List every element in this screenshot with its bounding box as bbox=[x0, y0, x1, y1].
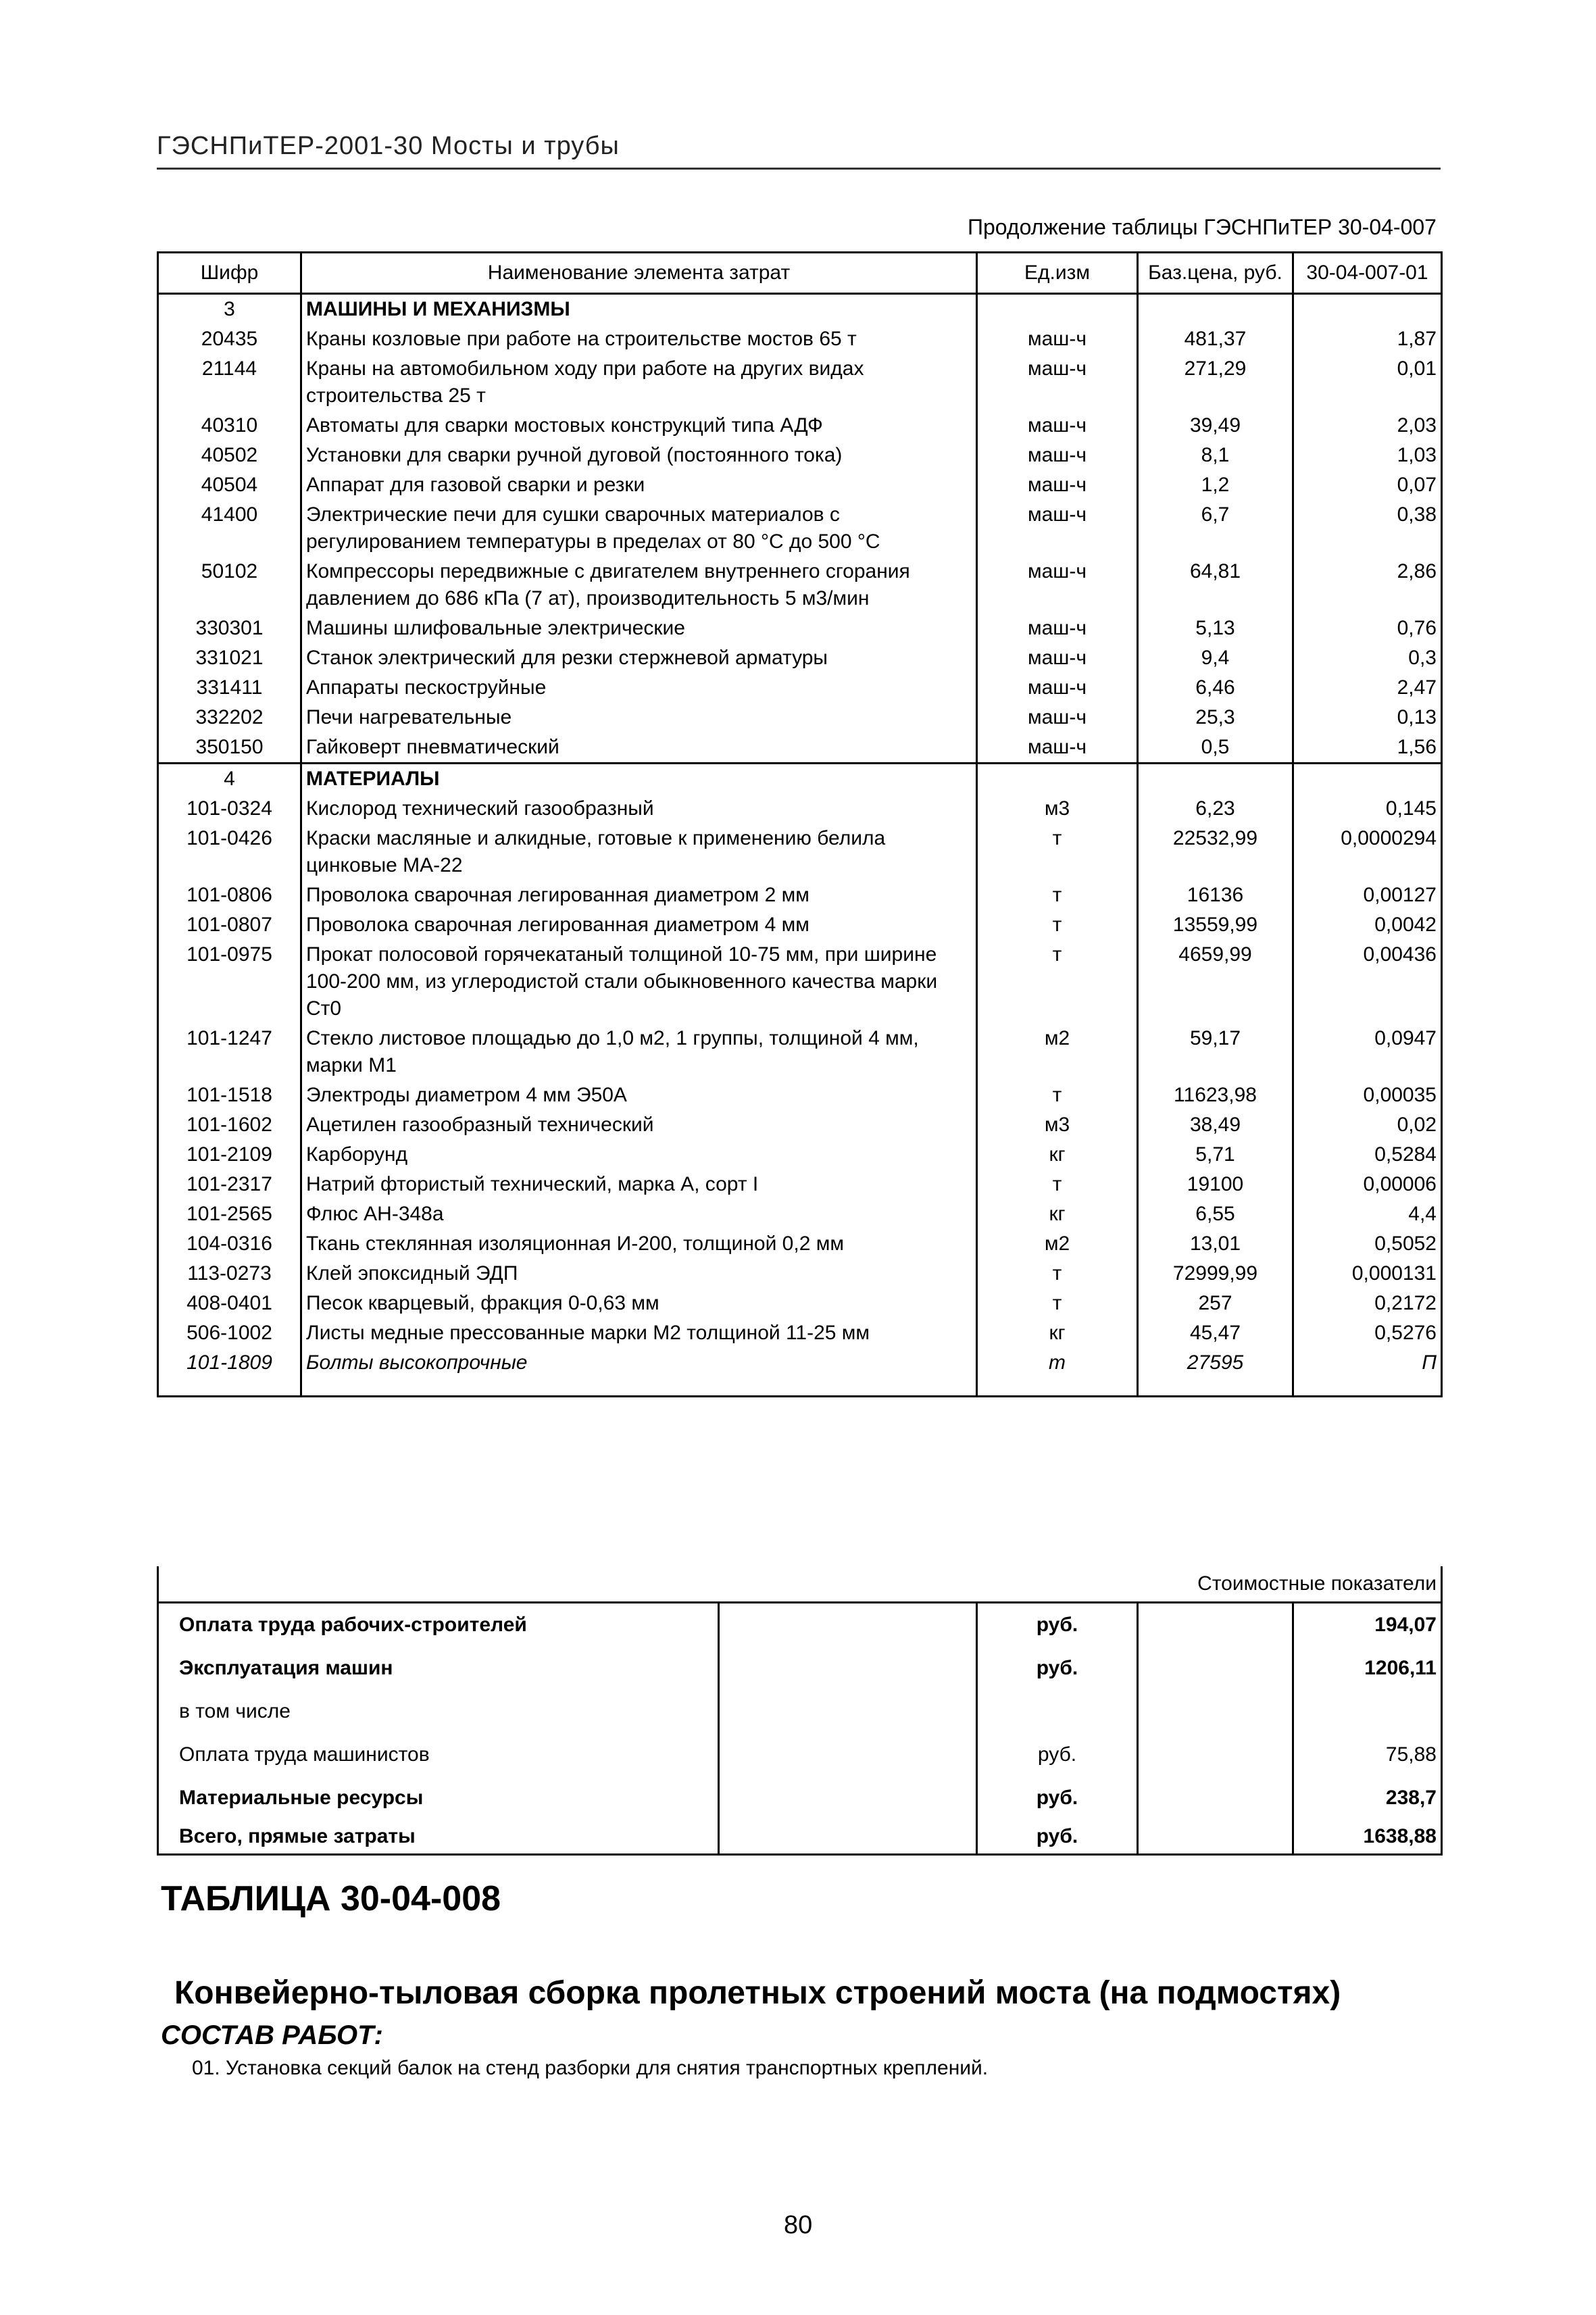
summary-label: Эксплуатация машин bbox=[158, 1647, 719, 1690]
resource-table bbox=[157, 251, 1443, 1397]
cell-name: Аппараты пескоструйные bbox=[301, 673, 977, 703]
cost-summary-table bbox=[157, 1566, 1443, 1856]
column-header-value: 30-04-007-01 bbox=[1293, 253, 1442, 294]
table-row bbox=[158, 1140, 1442, 1170]
cell-name: Ацетилен газообразный технический bbox=[301, 1110, 977, 1140]
cell-price: 271,29 bbox=[1138, 354, 1293, 411]
cell-value bbox=[1293, 764, 1442, 795]
cell-unit: т bbox=[977, 1289, 1138, 1318]
cell-value: 0,07 bbox=[1293, 470, 1442, 500]
cell-unit: кг bbox=[977, 1318, 1138, 1348]
cell-price: 27595 bbox=[1138, 1348, 1293, 1397]
cell-code: 506-1002 bbox=[158, 1318, 301, 1348]
cell-value: 0,3 bbox=[1293, 643, 1442, 673]
cell-value: 0,00035 bbox=[1293, 1080, 1442, 1110]
cell-price bbox=[1138, 764, 1293, 795]
cell-price: 6,55 bbox=[1138, 1199, 1293, 1229]
cell-value: 0,000131 bbox=[1293, 1259, 1442, 1289]
table-row bbox=[158, 910, 1442, 940]
summary-unit: руб. bbox=[977, 1603, 1138, 1647]
summary-spacer bbox=[719, 1820, 977, 1855]
cost-caption: Стоимостные показатели bbox=[158, 1566, 1442, 1603]
cell-unit: маш-ч bbox=[977, 324, 1138, 354]
cell-unit: маш-ч bbox=[977, 614, 1138, 643]
cell-value: 4,4 bbox=[1293, 1199, 1442, 1229]
table-row bbox=[158, 557, 1442, 614]
cell-code: 101-2317 bbox=[158, 1170, 301, 1199]
table-row bbox=[158, 500, 1442, 557]
cell-price: 25,3 bbox=[1138, 703, 1293, 732]
cell-price: 38,49 bbox=[1138, 1110, 1293, 1140]
cell-unit: маш-ч bbox=[977, 354, 1138, 411]
summary-unit: руб. bbox=[977, 1820, 1138, 1855]
cell-unit: маш-ч bbox=[977, 441, 1138, 470]
page-header: ГЭСНПиТЕР-2001-30 Мосты и трубы bbox=[157, 132, 620, 160]
cell-value: 1,03 bbox=[1293, 441, 1442, 470]
cell-code: 330301 bbox=[158, 614, 301, 643]
cell-name: Краны на автомобильном ходу при работе на других видах строительства 25 т bbox=[301, 354, 977, 411]
cell-code: 331411 bbox=[158, 673, 301, 703]
cell-price: 1,2 bbox=[1138, 470, 1293, 500]
cell-unit: маш-ч bbox=[977, 643, 1138, 673]
cell-value: 0,00127 bbox=[1293, 880, 1442, 910]
cell-unit: т bbox=[977, 910, 1138, 940]
cell-value: 0,5284 bbox=[1293, 1140, 1442, 1170]
cell-code: 101-1602 bbox=[158, 1110, 301, 1140]
continuation-caption: Продолжение таблицы ГЭСНПиТЕР 30-04-007 bbox=[968, 215, 1437, 239]
page-number: 80 bbox=[784, 2211, 813, 2239]
cell-unit: маш-ч bbox=[977, 703, 1138, 732]
table-body bbox=[158, 294, 1442, 1397]
cell-name: Проволока сварочная легированная диаметром 4 мм bbox=[301, 910, 977, 940]
table-row bbox=[158, 1024, 1442, 1080]
cell-value: 0,0000294 bbox=[1293, 824, 1442, 880]
table-row bbox=[158, 824, 1442, 880]
table-row bbox=[158, 1199, 1442, 1229]
summary-unit: руб. bbox=[977, 1776, 1138, 1820]
cell-name: Аппарат для газовой сварки и резки bbox=[301, 470, 977, 500]
table-row bbox=[158, 1289, 1442, 1318]
summary-spacer bbox=[719, 1776, 977, 1820]
column-header-code: Шифр bbox=[158, 253, 301, 294]
cell-code: 50102 bbox=[158, 557, 301, 614]
summary-body bbox=[158, 1566, 1442, 1855]
cell-name: Стекло листовое площадью до 1,0 м2, 1 группы, толщиной 4 мм, марки М1 bbox=[301, 1024, 977, 1080]
table-row bbox=[158, 441, 1442, 470]
cell-name: Автоматы для сварки мостовых конструкций типа АДФ bbox=[301, 411, 977, 441]
cell-price: 39,49 bbox=[1138, 411, 1293, 441]
cell-code: 4 bbox=[158, 764, 301, 795]
table-title: ТАБЛИЦА 30-04-008 bbox=[161, 1879, 501, 1918]
summary-label: Материальные ресурсы bbox=[158, 1776, 719, 1820]
cell-code: 101-0807 bbox=[158, 910, 301, 940]
table-row bbox=[158, 1348, 1442, 1397]
cell-code: 101-0426 bbox=[158, 824, 301, 880]
summary-spacer bbox=[719, 1690, 977, 1733]
cell-unit bbox=[977, 764, 1138, 795]
column-header-name: Наименование элемента затрат bbox=[301, 253, 977, 294]
summary-value: 194,07 bbox=[1293, 1603, 1442, 1647]
summary-row bbox=[158, 1820, 1442, 1855]
cell-value: 0,13 bbox=[1293, 703, 1442, 732]
cell-price: 6,46 bbox=[1138, 673, 1293, 703]
cell-price bbox=[1138, 294, 1293, 325]
table-row bbox=[158, 354, 1442, 411]
cell-code: 101-0975 bbox=[158, 940, 301, 1024]
summary-spacer bbox=[1138, 1733, 1293, 1776]
cell-value: 2,03 bbox=[1293, 411, 1442, 441]
cell-price: 0,5 bbox=[1138, 732, 1293, 764]
cell-name: Натрий фтористый технический, марка А, сорт I bbox=[301, 1170, 977, 1199]
cell-name: МАШИНЫ И МЕХАНИЗМЫ bbox=[301, 294, 977, 325]
cell-unit: т bbox=[977, 1080, 1138, 1110]
cell-value: 0,00436 bbox=[1293, 940, 1442, 1024]
summary-spacer bbox=[1138, 1690, 1293, 1733]
cell-value: 2,86 bbox=[1293, 557, 1442, 614]
cell-name: Компрессоры передвижные с двигателем внутреннего сгорания давлением до 686 кПа (7 ат), производительность 5 м3/мин bbox=[301, 557, 977, 614]
cell-price: 5,13 bbox=[1138, 614, 1293, 643]
cell-value: П bbox=[1293, 1348, 1442, 1397]
summary-value: 238,7 bbox=[1293, 1776, 1442, 1820]
summary-unit: руб. bbox=[977, 1733, 1138, 1776]
cell-unit: м2 bbox=[977, 1024, 1138, 1080]
work-item: 01. Установка секций балок на стенд разборки для снятия транспортных креплений. bbox=[192, 2057, 989, 2079]
cell-value: 1,87 bbox=[1293, 324, 1442, 354]
cell-name: Клей эпоксидный ЭДП bbox=[301, 1259, 977, 1289]
cell-code: 3 bbox=[158, 294, 301, 325]
table-row bbox=[158, 1080, 1442, 1110]
cell-name: Краски масляные и алкидные, готовые к применению белила цинковые МА-22 bbox=[301, 824, 977, 880]
cost-caption-row bbox=[158, 1566, 1442, 1603]
table-row bbox=[158, 1110, 1442, 1140]
summary-spacer bbox=[719, 1733, 977, 1776]
cell-name: Установки для сварки ручной дуговой (постоянного тока) bbox=[301, 441, 977, 470]
table-row bbox=[158, 1229, 1442, 1259]
table-row bbox=[158, 673, 1442, 703]
cell-value: 0,00006 bbox=[1293, 1170, 1442, 1199]
cell-price: 16136 bbox=[1138, 880, 1293, 910]
table-row bbox=[158, 1170, 1442, 1199]
column-header-price: Баз.цена, руб. bbox=[1138, 253, 1293, 294]
cell-unit: т bbox=[977, 1259, 1138, 1289]
cell-value: 0,0042 bbox=[1293, 910, 1442, 940]
summary-value: 1638,88 bbox=[1293, 1820, 1442, 1855]
cell-code: 101-1247 bbox=[158, 1024, 301, 1080]
cell-price: 13559,99 bbox=[1138, 910, 1293, 940]
cell-value: 0,5052 bbox=[1293, 1229, 1442, 1259]
cell-unit: маш-ч bbox=[977, 732, 1138, 764]
summary-spacer bbox=[1138, 1776, 1293, 1820]
summary-label: Оплата труда рабочих-строителей bbox=[158, 1603, 719, 1647]
section-row bbox=[158, 764, 1442, 795]
cell-code: 101-0806 bbox=[158, 880, 301, 910]
cell-code: 113-0273 bbox=[158, 1259, 301, 1289]
cell-value: 0,2172 bbox=[1293, 1289, 1442, 1318]
cell-value: 1,56 bbox=[1293, 732, 1442, 764]
table-row bbox=[158, 703, 1442, 732]
cell-name: Болты высокопрочные bbox=[301, 1348, 977, 1397]
cell-code: 21144 bbox=[158, 354, 301, 411]
cell-unit: т bbox=[977, 1170, 1138, 1199]
cell-code: 101-1809 bbox=[158, 1348, 301, 1397]
cell-unit: т bbox=[977, 824, 1138, 880]
column-header-unit: Ед.изм bbox=[977, 253, 1138, 294]
cell-price: 19100 bbox=[1138, 1170, 1293, 1199]
table-row bbox=[158, 614, 1442, 643]
cell-name: Флюс АН-348а bbox=[301, 1199, 977, 1229]
cell-price: 6,7 bbox=[1138, 500, 1293, 557]
cell-code: 101-2109 bbox=[158, 1140, 301, 1170]
cell-price: 11623,98 bbox=[1138, 1080, 1293, 1110]
section-row bbox=[158, 294, 1442, 325]
cell-value: 2,47 bbox=[1293, 673, 1442, 703]
table-row bbox=[158, 324, 1442, 354]
cell-code: 40502 bbox=[158, 441, 301, 470]
cell-unit: т bbox=[977, 880, 1138, 910]
cell-name: Проволока сварочная легированная диаметром 2 мм bbox=[301, 880, 977, 910]
cell-code: 332202 bbox=[158, 703, 301, 732]
cell-code: 40310 bbox=[158, 411, 301, 441]
cell-name: Гайковерт пневматический bbox=[301, 732, 977, 764]
cell-unit: маш-ч bbox=[977, 673, 1138, 703]
cell-name: Прокат полосовой горячекатаный толщиной 10-75 мм, при ширине 100-200 мм, из углеродистой стали обыкновенного качества марки Ст0 bbox=[301, 940, 977, 1024]
summary-unit bbox=[977, 1690, 1138, 1733]
cell-value bbox=[1293, 294, 1442, 325]
table-row bbox=[158, 732, 1442, 764]
cell-name: МАТЕРИАЛЫ bbox=[301, 764, 977, 795]
cell-price: 5,71 bbox=[1138, 1140, 1293, 1170]
summary-row bbox=[158, 1603, 1442, 1647]
cell-price: 22532,99 bbox=[1138, 824, 1293, 880]
summary-value: 1206,11 bbox=[1293, 1647, 1442, 1690]
summary-spacer bbox=[1138, 1647, 1293, 1690]
table-header-row bbox=[158, 253, 1442, 294]
header-rule bbox=[157, 168, 1441, 170]
cell-value: 0,0947 bbox=[1293, 1024, 1442, 1080]
cell-name: Машины шлифовальные электрические bbox=[301, 614, 977, 643]
cell-price: 72999,99 bbox=[1138, 1259, 1293, 1289]
table-row bbox=[158, 1318, 1442, 1348]
cell-unit bbox=[977, 294, 1138, 325]
cell-unit: м2 bbox=[977, 1229, 1138, 1259]
cell-price: 6,23 bbox=[1138, 794, 1293, 824]
cell-code: 41400 bbox=[158, 500, 301, 557]
table-row bbox=[158, 1259, 1442, 1289]
table-row bbox=[158, 794, 1442, 824]
section-title: Конвейерно-тыловая сборка пролетных строений моста (на подмостях) bbox=[174, 1975, 1341, 2011]
summary-spacer bbox=[1138, 1820, 1293, 1855]
cell-price: 481,37 bbox=[1138, 324, 1293, 354]
summary-label: Оплата труда машинистов bbox=[158, 1733, 719, 1776]
cell-name: Листы медные прессованные марки М2 толщиной 11-25 мм bbox=[301, 1318, 977, 1348]
cell-value: 0,76 bbox=[1293, 614, 1442, 643]
summary-row bbox=[158, 1690, 1442, 1733]
table-row bbox=[158, 643, 1442, 673]
summary-value: 75,88 bbox=[1293, 1733, 1442, 1776]
cell-price: 4659,99 bbox=[1138, 940, 1293, 1024]
table-row bbox=[158, 470, 1442, 500]
cell-unit: маш-ч bbox=[977, 557, 1138, 614]
cell-name: Печи нагревательные bbox=[301, 703, 977, 732]
cell-unit: кг bbox=[977, 1140, 1138, 1170]
table-row bbox=[158, 880, 1442, 910]
cell-code: 20435 bbox=[158, 324, 301, 354]
cell-unit: т bbox=[977, 940, 1138, 1024]
summary-spacer bbox=[1138, 1603, 1293, 1647]
cell-value: 0,01 bbox=[1293, 354, 1442, 411]
summary-value bbox=[1293, 1690, 1442, 1733]
summary-row bbox=[158, 1647, 1442, 1690]
cell-code: 104-0316 bbox=[158, 1229, 301, 1259]
cell-name: Песок кварцевый, фракция 0-0,63 мм bbox=[301, 1289, 977, 1318]
summary-row bbox=[158, 1776, 1442, 1820]
cell-code: 40504 bbox=[158, 470, 301, 500]
cell-price: 64,81 bbox=[1138, 557, 1293, 614]
cell-code: 408-0401 bbox=[158, 1289, 301, 1318]
cell-name: Краны козловые при работе на строительстве мостов 65 т bbox=[301, 324, 977, 354]
summary-spacer bbox=[719, 1603, 977, 1647]
cell-code: 101-2565 bbox=[158, 1199, 301, 1229]
summary-label: Всего, прямые затраты bbox=[158, 1820, 719, 1855]
cell-code: 101-0324 bbox=[158, 794, 301, 824]
cell-name: Кислород технический газообразный bbox=[301, 794, 977, 824]
summary-spacer bbox=[719, 1647, 977, 1690]
cell-code: 101-1518 bbox=[158, 1080, 301, 1110]
cell-value: 0,145 bbox=[1293, 794, 1442, 824]
cell-price: 257 bbox=[1138, 1289, 1293, 1318]
cell-value: 0,38 bbox=[1293, 500, 1442, 557]
summary-row bbox=[158, 1733, 1442, 1776]
cell-name: Станок электрический для резки стержневой арматуры bbox=[301, 643, 977, 673]
cell-name: Карборунд bbox=[301, 1140, 977, 1170]
cell-unit: маш-ч bbox=[977, 470, 1138, 500]
cell-code: 350150 bbox=[158, 732, 301, 764]
cell-price: 45,47 bbox=[1138, 1318, 1293, 1348]
cell-unit: т bbox=[977, 1348, 1138, 1397]
cell-name: Электроды диаметром 4 мм Э50А bbox=[301, 1080, 977, 1110]
cell-price: 13,01 bbox=[1138, 1229, 1293, 1259]
summary-label: в том числе bbox=[158, 1690, 719, 1733]
cell-code: 331021 bbox=[158, 643, 301, 673]
cell-unit: маш-ч bbox=[977, 411, 1138, 441]
cell-unit: м3 bbox=[977, 1110, 1138, 1140]
summary-unit: руб. bbox=[977, 1647, 1138, 1690]
cell-unit: кг bbox=[977, 1199, 1138, 1229]
cell-price: 9,4 bbox=[1138, 643, 1293, 673]
cell-value: 0,5276 bbox=[1293, 1318, 1442, 1348]
cell-name: Электрические печи для сушки сварочных материалов с регулированием температуры в пределах от 80 °С до 500 °С bbox=[301, 500, 977, 557]
cell-price: 59,17 bbox=[1138, 1024, 1293, 1080]
table-row bbox=[158, 411, 1442, 441]
works-title: СОСТАВ РАБОТ: bbox=[161, 2020, 383, 2050]
cell-unit: м3 bbox=[977, 794, 1138, 824]
cell-value: 0,02 bbox=[1293, 1110, 1442, 1140]
cell-price: 8,1 bbox=[1138, 441, 1293, 470]
cell-unit: маш-ч bbox=[977, 500, 1138, 557]
table-row bbox=[158, 940, 1442, 1024]
cell-name: Ткань стеклянная изоляционная И-200, толщиной 0,2 мм bbox=[301, 1229, 977, 1259]
